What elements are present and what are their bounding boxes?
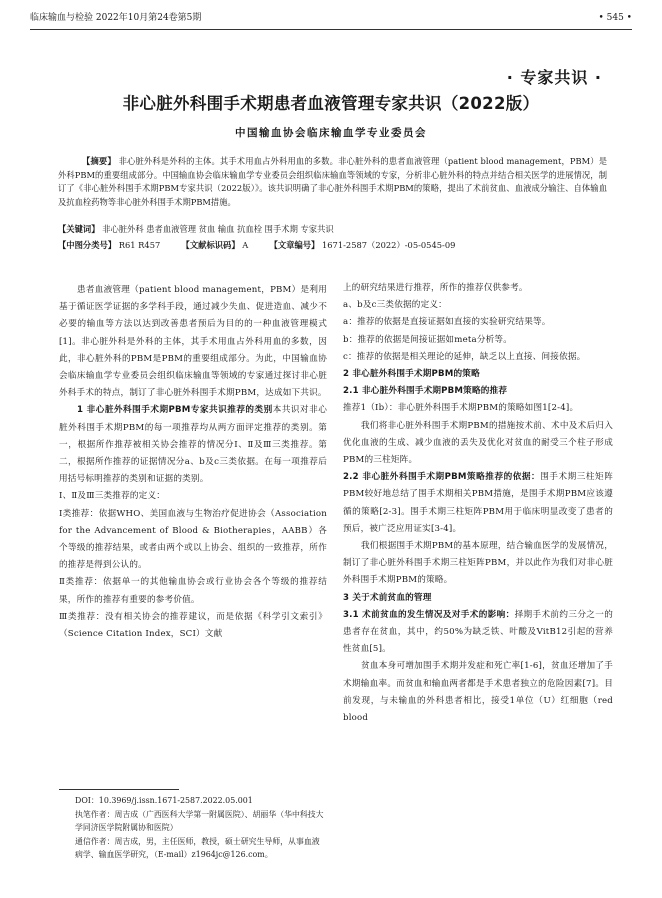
abstract-label: 【摘要】 (82, 156, 116, 166)
author-organization: 中国输血协会临床输血学专业委员会 (235, 127, 427, 139)
journal-issue: 临床输血与检验 2022年10月第24卷第5期 (30, 13, 202, 23)
keywords (58, 223, 607, 237)
column-tag: · 专家共识 · (506, 68, 602, 87)
doc-code-value: A (242, 240, 249, 250)
paragraph: 推荐1（Ⅰb）：非心脏外科围手术期PBM的策略如图1[2-4]。 (343, 403, 579, 414)
section-heading-3: 3 关于术前贫血的管理 (343, 592, 432, 603)
footnote-rule (59, 789, 179, 790)
classification-line (58, 239, 607, 253)
paragraph: b：推荐的依据是间接证据如meta分析等。 (343, 334, 513, 345)
paragraph: c：推荐的依据是相关理论的延伸，缺乏以上直接、间接依据。 (343, 351, 586, 362)
writer-note: 执笔作者：周吉成（广西医科大学第一附属医院）、胡丽华（华中科技大学同济医学院附属协和医院） (75, 809, 324, 833)
article-title: 非心脏外科围手术期患者血液管理专家共识（2022版） (122, 94, 540, 113)
paragraph: 本共识对非心脏外科围手术期PBM的每一项推荐均从两方面评定推荐的类别。第一，根据所作推荐被相关协会推荐的情况分Ⅰ、Ⅱ及Ⅲ三类推荐。第二，根据所作推荐的证据情况分a、b及c三类依据。在每一项推荐后用括号标明推荐的类别和证据的类别。 (59, 405, 327, 485)
paragraph: 择期手术前约三分之一的患者存在贫血，其中，约50%为缺乏铁、叶酸及VitB12引起的营养性贫血[5]。 (343, 609, 614, 655)
paragraph: Ⅰ、Ⅱ及Ⅲ三类推荐的定义： (59, 491, 166, 502)
paragraph: 贫血本身可增加围手术期并发症和死亡率[1-6]，贫血还增加了手术期输血率。而贫血和输血两者都是手术患者独立的危险因素[7]。目前发现，与未输血的外科患者相比，接受1单位（U）红细胞（red blood (343, 661, 613, 724)
right-column (343, 280, 613, 727)
abstract (58, 155, 607, 209)
paragraph: 患者血液管理（patient blood management，PBM）是利用基于循证医学证据的多学科手段，通过减少失血、促进造血、减少不必要的输血等方法以达到改善患者预后为目的的一种血液管理模式[1]。非心脏外科是外科的主体，其手术用血占外科用血的多数，因此，非心脏外科的PBM是PBM的重要组成部分。为此，中国输血协会临床输血学专业委员会组织临床输血等领域的专家通过探讨非心脏外科手术的特点，制订了非心脏外科围手术期PBM，达成如下共识。 (59, 285, 327, 399)
clc-value: R61 R457 (118, 240, 161, 250)
abstract-text: 非心脏外科是外科的主体。其手术用血占外科用血的多数。非心脏外科的患者血液管理（patient blood management，PBM）是外科PBM的重要组成部分。中国输血协会临床输血学专业委员会组织临床输血等领域的专家，分析非心脏外科的特点并结合相关医学的进展情况，制订了《非心脏外科围手术期PBM专家共识（2022版）》。该共识明确了非心脏外科围手术期PBM的策略，提出了术前贫血、血液成分输注、自体输血及抗血栓药物等非心脏外科围手术期PBM措施。 (58, 156, 607, 207)
keywords-label: 【关键词】 (58, 224, 100, 234)
subsection-heading-2-1: 2.1 非心脏外科围手术期PBM策略的推荐 (343, 386, 508, 397)
doc-code-label: 【文献标识码】 (181, 240, 240, 250)
page-number: • 545 • (598, 13, 632, 23)
subsection-heading-3-1: 3.1 术前贫血的发生情况及对手术的影响： (343, 609, 515, 620)
subsection-heading-2-2: 2.2 非心脏外科围手术期PBM策略推荐的依据： (343, 472, 541, 483)
article-number-value: 1671-2587（2022）-05-0545-09 (322, 240, 456, 250)
paragraph: a：推荐的依据是直接证据如直接的实验研究结果等。 (343, 317, 551, 328)
paragraph: 上的研究结果进行推荐，所作的推荐仅供参考。 (343, 283, 528, 293)
paragraph: Ⅲ类推荐：没有相关协会的推荐建议，而是依据《科学引文索引》（Science Citation Index，SCI）文献 (59, 611, 327, 640)
article-number-label: 【文章编号】 (269, 240, 320, 250)
running-header (30, 11, 632, 25)
paragraph: 我们根据围手术期PBM的基本原理，结合输血医学的发展情况，制订了非心脏外科围手术期三柱矩阵PBM，并以此作为我们对非心脏外科围手术期PBM的策略。 (343, 541, 613, 586)
clc-label: 【中图分类号】 (58, 240, 117, 250)
doi-line: DOI：10.3969/j.issn.1671-2587.2022.05.001 (75, 796, 253, 805)
paragraph: 围手术期三柱矩阵PBM较好地总结了围手术期相关PBM措施，是围手术期PBM应该遵循的策略[2-3]。围手术期三柱矩阵PBM用于临床明显改变了患者的预后，被广泛应用证实[3-4]。 (343, 472, 613, 534)
paragraph: a、b及c三类依据的定义： (343, 300, 447, 311)
section-heading-2: 2 非心脏外科围手术期PBM的策略 (343, 369, 480, 380)
header-rule (30, 29, 632, 30)
corresponding-author-note: 通信作者：周吉成，男，主任医师，教授，硕士研究生导师，从事血液病学、输血医学研究，（E-mail）z1964jc@126.com。 (75, 836, 320, 860)
section-heading-1: 1 非心脏外科围手术期PBM专家共识推荐的类别 (77, 405, 273, 416)
left-column (59, 282, 327, 643)
paragraph: Ⅰ类推荐：依据WHO、美国血液与生物治疗促进协会（Association for the Advancement of Blood & Biotherapies，AABB）各个等级的推荐结果，或者由两个或以上协会、组织的一致推荐，所作的推荐是得到公认的。 (59, 508, 327, 571)
keywords-text: 非心脏外科 患者血液管理 贫血 输血 抗血栓 围手术期 专家共识 (102, 224, 334, 234)
paragraph: Ⅱ类推荐：依据单一的其他输血协会或行业协会各个等级的推荐结果，所作的推荐有重要的参考价值。 (59, 577, 327, 605)
footnotes (75, 794, 325, 862)
paragraph: 我们将非心脏外科围手术期PBM的措施按术前、术中及术后归入优化血液的生成、减少血液的丢失及优化对贫血的耐受三个柱子形成PBM的三柱矩阵。 (343, 420, 613, 466)
